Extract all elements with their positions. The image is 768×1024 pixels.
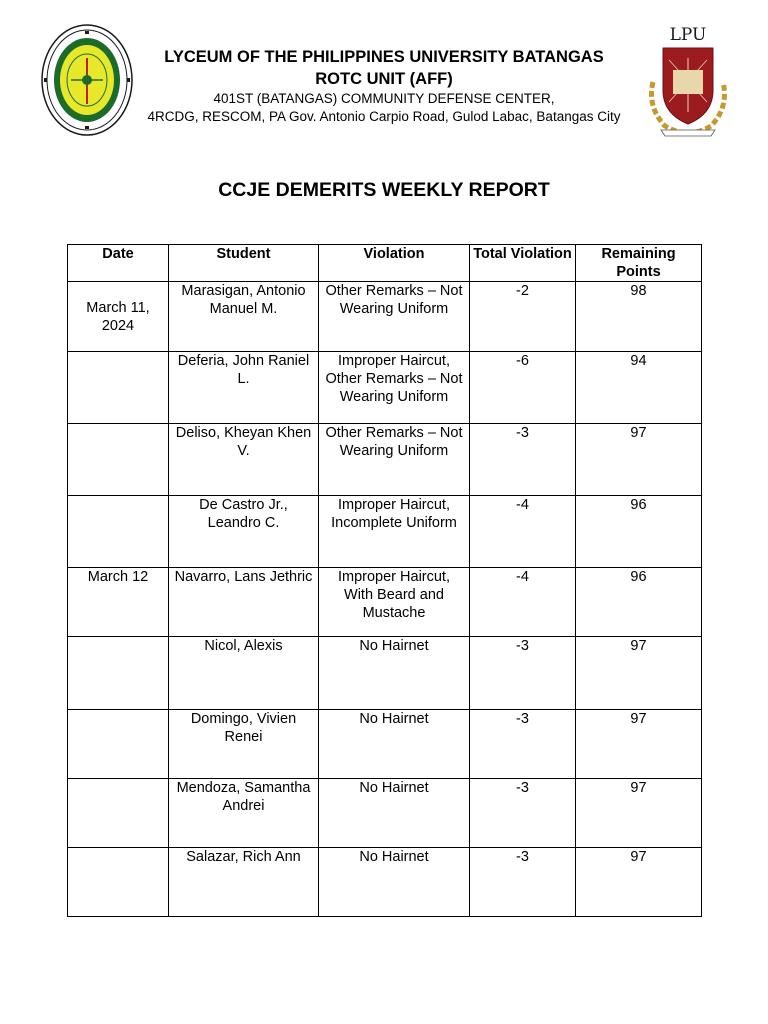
table-row [68,352,702,424]
total-violation-cell: -3 [470,637,576,710]
student-cell: Salazar, Rich Ann [169,848,319,917]
table-row [68,568,702,637]
total-violation-cell: -3 [470,779,576,848]
student-cell: Marasigan, Antonio Manuel M. [169,282,319,352]
violation-cell: Other Remarks – Not Wearing Uniform [319,424,470,496]
total-violation-cell: -3 [470,848,576,917]
header-remaining-points: Remaining Points [576,245,702,282]
student-cell: Mendoza, Samantha Andrei [169,779,319,848]
total-violation-cell: -4 [470,496,576,568]
student-cell: Deferia, John Raniel L. [169,352,319,424]
total-violation-cell: -3 [470,710,576,779]
date-cell [68,779,169,848]
violation-cell: No Hairnet [319,779,470,848]
table-row [68,779,702,848]
violation-cell: Improper Haircut, Other Remarks – Not Wearing Uniform [319,352,470,424]
rotc-unit: ROTC UNIT (AFF) [315,70,453,88]
lpu-logo-text: LPU [669,25,707,45]
violation-cell: Improper Haircut, Incomplete Uniform [319,496,470,568]
header-violation: Violation [319,245,470,282]
table-row [68,710,702,779]
violation-cell: No Hairnet [319,637,470,710]
date-cell [68,352,169,424]
student-cell: Deliso, Kheyan Khen V. [169,424,319,496]
total-violation-cell: -3 [470,424,576,496]
report-title: CCJE DEMERITS WEEKLY REPORT [218,179,550,201]
table-row [68,496,702,568]
remaining-points-cell: 96 [576,496,702,568]
demerits-table [67,244,702,917]
table-row [68,848,702,917]
violation-cell: No Hairnet [319,710,470,779]
remaining-points-cell: 98 [576,282,702,352]
student-cell: De Castro Jr., Leandro C. [169,496,319,568]
lpu-crest-logo [643,22,733,140]
remaining-points-cell: 97 [576,779,702,848]
remaining-points-cell: 96 [576,568,702,637]
document-header [0,0,768,150]
remaining-points-cell: 97 [576,637,702,710]
total-violation-cell: -6 [470,352,576,424]
remaining-points-cell: 97 [576,710,702,779]
header-date: Date [68,245,169,282]
table-row [68,282,702,352]
defense-center: 401ST (BATANGAS) COMMUNITY DEFENSE CENTER, [213,91,555,106]
date-cell [68,424,169,496]
date-cell: March 12 [68,568,169,637]
table-row [68,424,702,496]
violation-cell: No Hairnet [319,848,470,917]
institution-name: LYCEUM OF THE PHILIPPINES UNIVERSITY BATANGAS [164,48,604,66]
date-cell [68,496,169,568]
total-violation-cell: -2 [470,282,576,352]
address: 4RCDG, RESCOM, PA Gov. Antonio Carpio Road, Gulod Labac, Batangas City [147,109,621,124]
violation-cell: Improper Haircut, With Beard and Mustache [319,568,470,637]
remaining-points-cell: 94 [576,352,702,424]
organization-block [130,46,638,126]
header-total-violation: Total Violation [470,245,576,282]
date-cell [68,710,169,779]
total-violation-cell: -4 [470,568,576,637]
date-cell: March 11, 2024 [68,282,169,352]
remaining-points-cell: 97 [576,848,702,917]
header-student: Student [169,245,319,282]
violation-cell: Other Remarks – Not Wearing Uniform [319,282,470,352]
student-cell: Nicol, Alexis [169,637,319,710]
student-cell: Navarro, Lans Jethric [169,568,319,637]
date-cell [68,848,169,917]
date-cell [68,637,169,710]
student-cell: Domingo, Vivien Renei [169,710,319,779]
remaining-points-cell: 97 [576,424,702,496]
table-header-row [68,245,702,282]
table-row [68,637,702,710]
